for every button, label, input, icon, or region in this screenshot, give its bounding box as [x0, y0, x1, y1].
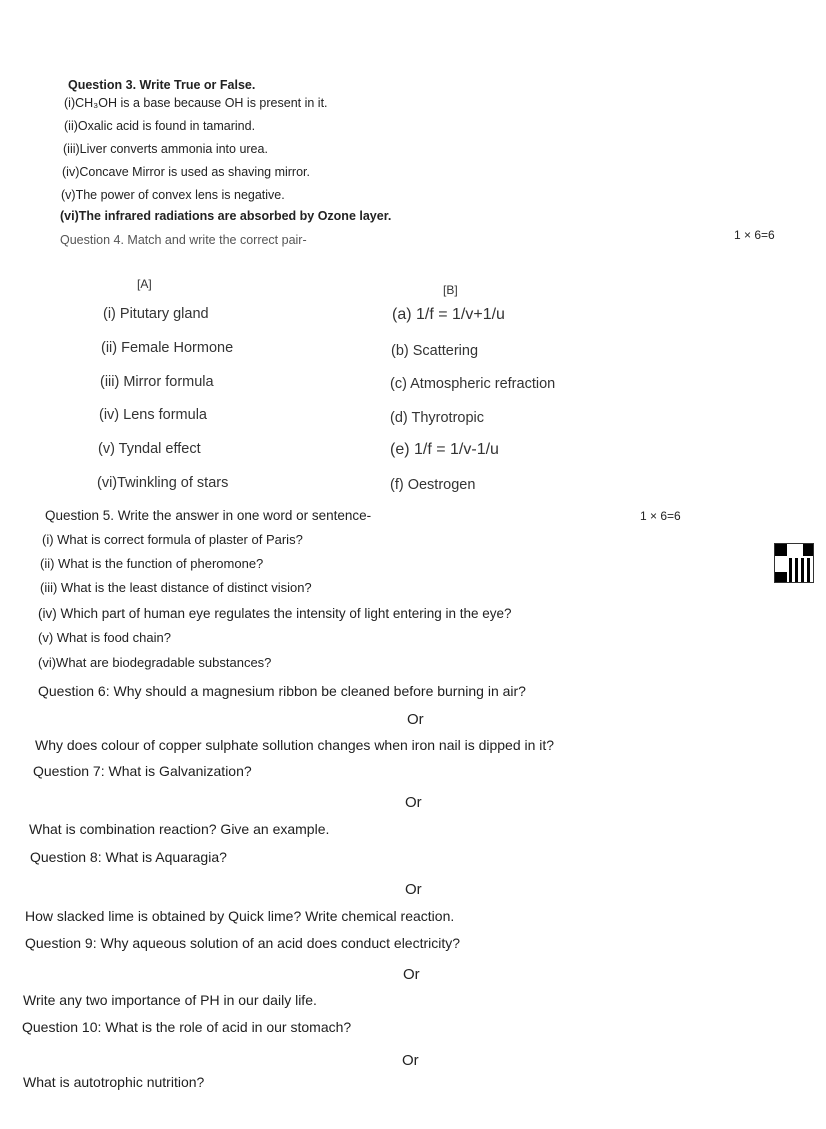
q4-marks: 1 × 6=6 [734, 228, 775, 242]
q10-alt: What is autotrophic nutrition? [23, 1074, 205, 1090]
q4-col-a-item-6: (vi)Twinkling of stars [97, 475, 229, 491]
q3-item-3: (iii)Liver converts ammonia into urea. [63, 142, 268, 156]
q7-alt: What is combination reaction? Give an example. [29, 821, 330, 837]
q10-or: Or [402, 1052, 419, 1069]
q4-col-b-item-5: (e) 1/f = 1/v-1/u [390, 441, 499, 458]
q4-col-b-item-2: (b) Scattering [391, 343, 479, 359]
q3-title: Question 3. Write True or False. [68, 78, 256, 92]
q5-title: Question 5. Write the answer in one word or sentence- [45, 508, 372, 523]
q4-col-b-header: [B] [443, 283, 458, 297]
q5-item-5: (v) What is food chain? [38, 630, 171, 645]
q6-alt: Why does colour of copper sulphate sollution changes when iron nail is dipped in it? [35, 737, 555, 753]
q3-item-6: (vi)The infrared radiations are absorbed by Ozone layer. [60, 209, 392, 223]
q3-item-4: (iv)Concave Mirror is used as shaving mirror. [62, 165, 310, 179]
q3-item-2: (ii)Oxalic acid is found in tamarind. [64, 119, 256, 133]
q3-item-5: (v)The power of convex lens is negative. [61, 188, 285, 202]
q5-item-2: (ii) What is the function of pheromone? [40, 556, 264, 571]
q9-or: Or [403, 966, 420, 983]
qr-code-icon [774, 543, 814, 583]
q4-col-a-item-3: (iii) Mirror formula [100, 374, 214, 390]
q6-or: Or [407, 711, 424, 728]
q9-question: Question 9: Why aqueous solution of an acid does conduct electricity? [25, 935, 461, 951]
q4-col-a-item-4: (iv) Lens formula [99, 407, 207, 423]
q4-col-a-item-2: (ii) Female Hormone [101, 340, 234, 356]
q8-alt: How slacked lime is obtained by Quick lime? Write chemical reaction. [25, 908, 455, 924]
q5-item-1: (i) What is correct formula of plaster of Paris? [42, 532, 303, 547]
q7-question: Question 7: What is Galvanization? [33, 763, 252, 779]
q5-marks: 1 × 6=6 [640, 509, 681, 523]
q8-question: Question 8: What is Aquaragia? [30, 849, 227, 865]
q4-col-b-item-1: (a) 1/f = 1/v+1/u [392, 306, 505, 323]
q5-item-6: (vi)What are biodegradable substances? [38, 655, 272, 670]
q4-col-a-header: [A] [137, 277, 152, 291]
q4-col-b-item-4: (d) Thyrotropic [390, 410, 485, 426]
q8-or: Or [405, 881, 422, 898]
q4-col-b-item-6: (f) Oestrogen [390, 477, 476, 493]
q4-col-a-item-5: (v) Tyndal effect [98, 441, 201, 457]
q7-or: Or [405, 794, 422, 811]
q9-alt: Write any two importance of PH in our daily life. [23, 992, 317, 1008]
q5-item-4: (iv) Which part of human eye regulates the intensity of light entering in the eye? [38, 606, 512, 621]
q10-question: Question 10: What is the role of acid in our stomach? [22, 1019, 352, 1035]
q4-col-a-item-1: (i) Pitutary gland [103, 306, 209, 322]
q3-item-1: (i)CH₃OH is a base because OH is present in it. [64, 96, 328, 110]
q5-item-3: (iii) What is the least distance of distinct vision? [40, 580, 312, 595]
q4-title: Question 4. Match and write the correct pair- [60, 233, 307, 247]
q4-col-b-item-3: (c) Atmospheric refraction [390, 376, 556, 392]
q6-question: Question 6: Why should a magnesium ribbon be cleaned before burning in air? [38, 683, 526, 699]
